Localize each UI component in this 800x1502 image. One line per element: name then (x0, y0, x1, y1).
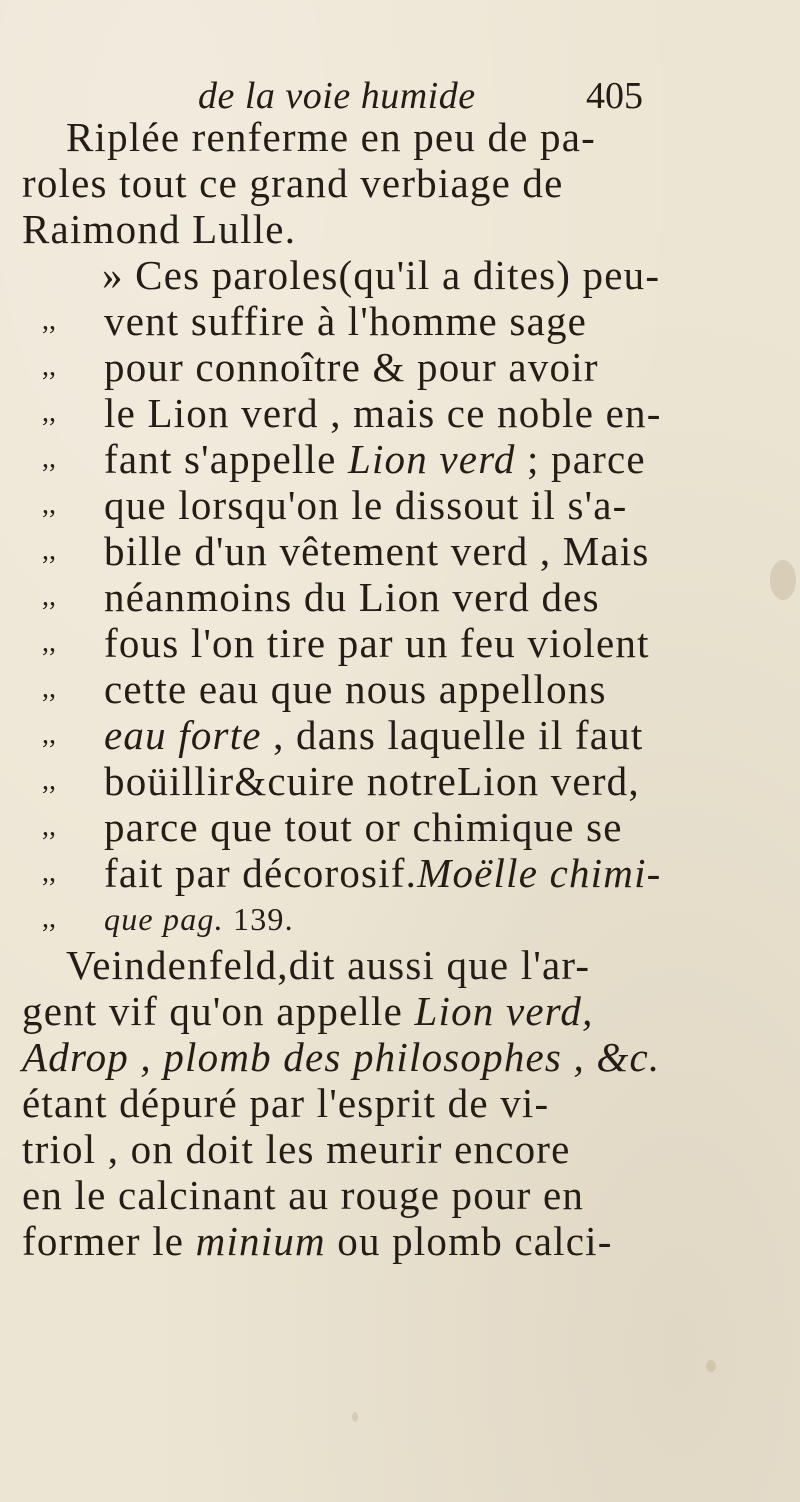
text-line: ,, le Lion verd , mais ce noble en- (42, 390, 662, 436)
quote-mark: ,, (42, 443, 56, 474)
text-line: étant dépuré par l'esprit de vi- (22, 1080, 550, 1126)
text-line: ,, pour connoître & pour avoir (42, 344, 599, 390)
quote-mark: ,, (42, 351, 56, 382)
text-line: roles tout ce grand verbiage de (22, 160, 564, 206)
text-line: ,, fous l'on tire par un feu violent (42, 620, 650, 666)
text-line: ,, eau forte , dans laquelle il faut (42, 712, 644, 758)
quote-mark: ,, (42, 305, 56, 336)
text-line: former le minium ou plomb calci- (22, 1218, 613, 1264)
quote-mark: ,, (42, 719, 56, 750)
italic-term: Adrop , plomb des philosophes , &c. (22, 1034, 661, 1080)
text-line: » Ces paroles(qu'il a dites) peu- (102, 252, 661, 298)
text-line: ,, néanmoins du Lion verd des (42, 574, 600, 620)
italic-term: Lion verd (347, 436, 516, 482)
quote-mark: ,, (42, 581, 56, 612)
quote-mark: ,, (42, 857, 56, 888)
quote-mark: ,, (42, 627, 56, 658)
italic-term: eau forte (104, 712, 262, 758)
italic-term: Lion verd, (414, 988, 594, 1034)
quote-mark: ,, (42, 903, 56, 934)
paper-stain (352, 1412, 358, 1422)
quote-mark: ,, (42, 811, 56, 842)
italic-term: que pag. (104, 901, 224, 937)
italic-term: minium (195, 1218, 326, 1264)
text-line: ,, fant s'appelle Lion verd ; parce (42, 436, 646, 482)
paper-stain (706, 1360, 716, 1372)
text-line: ,, que lorsqu'on le dissout il s'a- (42, 482, 628, 528)
quote-mark: ,, (42, 765, 56, 796)
text-line: ,, fait par décorosif.Moëlle chimi- (42, 850, 662, 896)
text-line: ,, parce que tout or chimique se (42, 804, 623, 850)
running-head: de la voie humide (198, 75, 476, 117)
text-line: ,, bille d'un vêtement verd , Mais (42, 528, 650, 574)
text-line: triol , on doit les meurir encore (22, 1126, 571, 1172)
text-line: Riplée renferme en peu de pa- (66, 114, 596, 160)
text-line (22, 1035, 660, 1079)
quote-mark: ,, (42, 489, 56, 520)
text-line: Raimond Lulle. (22, 206, 297, 252)
quote-mark: ,, (42, 397, 56, 428)
quote-mark: ,, (42, 535, 56, 566)
text-line: ,, vent suffire à l'homme sage (42, 298, 588, 344)
text-line: Veindenfeld,dit aussi que l'ar- (66, 942, 591, 988)
text-line: ,, que pag. 139. (0, 897, 800, 941)
text-line: ,, boüillir&cuire notreLion verd, (42, 758, 640, 804)
italic-term: Moëlle chimi- (417, 850, 662, 896)
page-number: 405 (586, 75, 643, 117)
text-line: ,, cette eau que nous appellons (42, 666, 607, 712)
quote-mark: ,, (42, 673, 56, 704)
text-line: gent vif qu'on appelle Lion verd, (22, 988, 594, 1034)
text-line: en le calcinant au rouge pour en (22, 1172, 585, 1218)
